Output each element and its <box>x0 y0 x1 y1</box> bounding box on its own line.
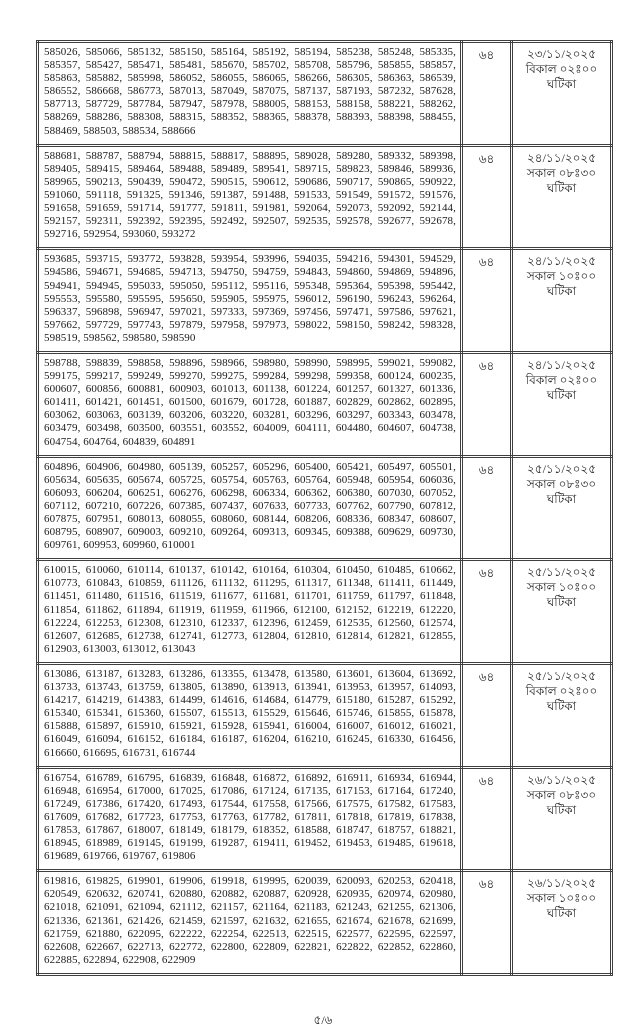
exam-date: ২৩/১১/২০২৫ <box>526 47 597 61</box>
exam-datetime-cell <box>512 456 612 560</box>
exam-time: বিকাল ০২ঃ০০ ঘটিকা <box>525 372 598 402</box>
roll-numbers-cell: 610015, 610060, 610114, 610137, 610142, 610164, 610304, 610450, 610485, 610662, 610773, 610843, 610859, 611126, 611132, 611295, 611317, 611348, 611411, 611449, 611451, 611480, 611516, 611519, 611677, 611681, 611701, 611759, 611797, 611848, 611854, 611862, 611894, 611919, 611959, 611966, 612100, 612152, 612219, 612220, 612224, 612253, 612308, 612310, 612337, 612396, 612459, 612535, 612560, 612574, 612607, 612685, 612738, 612741, 612773, 612804, 612810, 612814, 612821, 612855, 612903, 613003, 613012, 613043 <box>38 560 462 664</box>
schedule-row <box>38 767 612 871</box>
candidate-count-cell: ৬৪ <box>462 456 512 560</box>
candidate-count-cell: ৬৪ <box>462 767 512 871</box>
exam-time: বিকাল ০২ঃ০০ ঘটিকা <box>525 683 598 713</box>
exam-time: সকাল ০৮ঃ৩০ ঘটিকা <box>526 165 597 195</box>
schedule-row <box>38 560 612 664</box>
schedule-row <box>38 42 612 146</box>
exam-time: সকাল ১০ঃ০০ ঘটিকা <box>526 269 597 299</box>
exam-time: বিকাল ০২ঃ০০ ঘটিকা <box>525 62 598 91</box>
candidate-count-cell: ৬৪ <box>462 42 512 146</box>
exam-datetime-cell <box>512 871 612 975</box>
exam-time: সকাল ১০ঃ০০ ঘটিকা <box>526 891 597 921</box>
exam-date: ২৬/১১/২০২৫ <box>526 772 597 787</box>
roll-numbers-cell: 604896, 604906, 604980, 605139, 605257, 605296, 605400, 605421, 605497, 605501, 605634, 605635, 605674, 605725, 605754, 605763, 605764, 605948, 605954, 606036, 606093, 606204, 606251, 606276, 606298, 606334, 606362, 606380, 607030, 607052, 607112, 607210, 607226, 607385, 607437, 607633, 607733, 607762, 607790, 607812, 607875, 607951, 608013, 608055, 608060, 608144, 608206, 608336, 608347, 608607, 608795, 608907, 609003, 609210, 609264, 609313, 609345, 609388, 609629, 609730, 609761, 609953, 609960, 610001 <box>38 456 462 560</box>
exam-time: সকাল ০৮ঃ৩০ ঘটিকা <box>526 787 597 817</box>
roll-numbers-cell: 613086, 613187, 613283, 613286, 613355, 613478, 613580, 613601, 613604, 613692, 613733, 613743, 613759, 613805, 613890, 613913, 613941, 613953, 613957, 614093, 614217, 614219, 614383, 614499, 614616, 614684, 614779, 615180, 615287, 615292, 615340, 615341, 615360, 615507, 615513, 615529, 615646, 615746, 615855, 615878, 615888, 615897, 615910, 615921, 615928, 615941, 616004, 616007, 616012, 616021, 616049, 616094, 616152, 616184, 616187, 616204, 616210, 616245, 616330, 616456, 616660, 616695, 616731, 616744 <box>38 663 462 767</box>
exam-date: ২৫/১১/২০২৫ <box>526 461 597 476</box>
exam-date: ২৬/১১/২০২৫ <box>526 876 597 891</box>
schedule-row <box>38 456 612 560</box>
candidate-count-cell: ৬৪ <box>462 145 512 249</box>
exam-date: ২৪/১১/২০২৫ <box>526 254 597 269</box>
exam-datetime-cell <box>512 352 612 456</box>
exam-datetime-cell <box>512 663 612 767</box>
roll-numbers-cell: 593685, 593715, 593772, 593828, 593954, 593996, 594035, 594216, 594301, 594529, 594586, 594671, 594685, 594713, 594750, 594759, 594843, 594860, 594869, 594896, 594941, 594945, 595033, 595050, 595112, 595116, 595348, 595364, 595398, 595442, 595553, 595580, 595595, 595650, 595905, 595975, 596012, 596190, 596243, 596264, 596337, 596898, 596947, 597021, 597333, 597369, 597456, 597471, 597586, 597621, 597662, 597729, 597743, 597879, 597958, 597973, 598022, 598150, 598242, 598328, 598519, 598562, 598580, 598590 <box>38 249 462 353</box>
exam-datetime-cell <box>512 767 612 871</box>
candidate-count-cell: ৬৪ <box>462 663 512 767</box>
exam-date: ২৫/১১/২০২৫ <box>526 668 597 683</box>
roll-numbers-cell: 598788, 598839, 598858, 598896, 598966, 598980, 598990, 598995, 599021, 599082, 599175, 599217, 599249, 599270, 599275, 599284, 599298, 599358, 600124, 600235, 600607, 600856, 600881, 600903, 601013, 601138, 601224, 601257, 601327, 601336, 601411, 601421, 601451, 601500, 601679, 601728, 601887, 602829, 602862, 602895, 603062, 603063, 603139, 603206, 603220, 603281, 603296, 603297, 603343, 603478, 603479, 603498, 603500, 603551, 603552, 604009, 604111, 604480, 604607, 604738, 604754, 604764, 604839, 604891 <box>38 352 462 456</box>
exam-time: সকাল ০৮ঃ৩০ ঘটিকা <box>526 476 597 506</box>
roll-numbers-cell: 588681, 588787, 588794, 588815, 588817, 588895, 589028, 589280, 589332, 589398, 589405, 589415, 589464, 589488, 589489, 589541, 589715, 589823, 589846, 589936, 589965, 590213, 590439, 590472, 590515, 590612, 590686, 590717, 590865, 590922, 591060, 591118, 591325, 591346, 591387, 591488, 591533, 591549, 591572, 591576, 591658, 591659, 591714, 591777, 591811, 591981, 592064, 592073, 592092, 592144, 592157, 592311, 592392, 592395, 592492, 592507, 592535, 592578, 592677, 592678, 592716, 592954, 593060, 593272 <box>38 145 462 249</box>
schedule-row <box>38 871 612 975</box>
exam-datetime-cell <box>512 145 612 249</box>
exam-datetime-cell <box>512 42 612 146</box>
exam-time: সকাল ১০ঃ০০ ঘটিকা <box>526 580 597 610</box>
roll-numbers-cell: 619816, 619825, 619901, 619906, 619918, 619995, 620039, 620093, 620253, 620418, 620549, 620632, 620741, 620880, 620882, 620887, 620928, 620935, 620974, 620980, 621018, 621091, 621094, 621112, 621157, 621164, 621183, 621243, 621255, 621306, 621336, 621361, 621426, 621459, 621597, 621632, 621655, 621674, 621678, 621699, 621759, 621880, 622095, 622222, 622254, 622513, 622515, 622577, 622595, 622597, 622608, 622667, 622713, 622772, 622800, 622809, 622821, 622822, 622852, 622860, 622885, 622894, 622908, 622909 <box>38 871 462 975</box>
roll-numbers-cell: 616754, 616789, 616795, 616839, 616848, 616872, 616892, 616911, 616934, 616944, 616948, 616954, 617000, 617025, 617086, 617124, 617135, 617153, 617164, 617240, 617249, 617386, 617420, 617493, 617544, 617558, 617566, 617575, 617582, 617583, 617609, 617682, 617723, 617753, 617763, 617782, 617811, 617818, 617819, 617838, 617853, 617867, 618007, 618149, 618179, 618352, 618588, 618747, 618757, 618821, 618945, 618989, 619145, 619199, 619287, 619411, 619452, 619453, 619485, 619618, 619689, 619766, 619767, 619806 <box>38 767 462 871</box>
exam-datetime-cell <box>512 249 612 353</box>
exam-date: ২৫/১১/২০২৫ <box>526 565 597 580</box>
schedule-table-body <box>38 42 612 975</box>
exam-date: ২৪/১১/২০২৫ <box>526 150 597 165</box>
candidate-count-cell: ৬৪ <box>462 560 512 664</box>
exam-schedule-table <box>36 40 613 976</box>
exam-datetime-cell <box>512 560 612 664</box>
candidate-count-cell: ৬৪ <box>462 871 512 975</box>
schedule-row <box>38 663 612 767</box>
schedule-row <box>38 249 612 353</box>
exam-date: ২৪/১১/২০২৫ <box>526 357 597 372</box>
page-number: ৫/৬ <box>313 1012 333 1024</box>
candidate-count-cell: ৬৪ <box>462 352 512 456</box>
roll-numbers-cell: 585026, 585066, 585132, 585150, 585164, 585192, 585194, 585238, 585248, 585335, 585357, 585427, 585471, 585481, 585670, 585702, 585708, 585796, 585855, 585857, 585863, 585882, 585998, 586052, 586055, 586065, 586266, 586305, 586363, 586539, 586552, 586668, 586773, 587013, 587049, 587075, 587137, 587193, 587232, 587628, 587713, 587729, 587784, 587947, 587978, 588005, 588153, 588158, 588221, 588262, 588269, 588286, 588308, 588315, 588352, 588365, 588378, 588393, 588398, 588455, 588469, 588503, 588534, 588666 <box>38 42 462 146</box>
schedule-row <box>38 352 612 456</box>
schedule-row <box>38 145 612 249</box>
candidate-count-cell: ৬৪ <box>462 249 512 353</box>
